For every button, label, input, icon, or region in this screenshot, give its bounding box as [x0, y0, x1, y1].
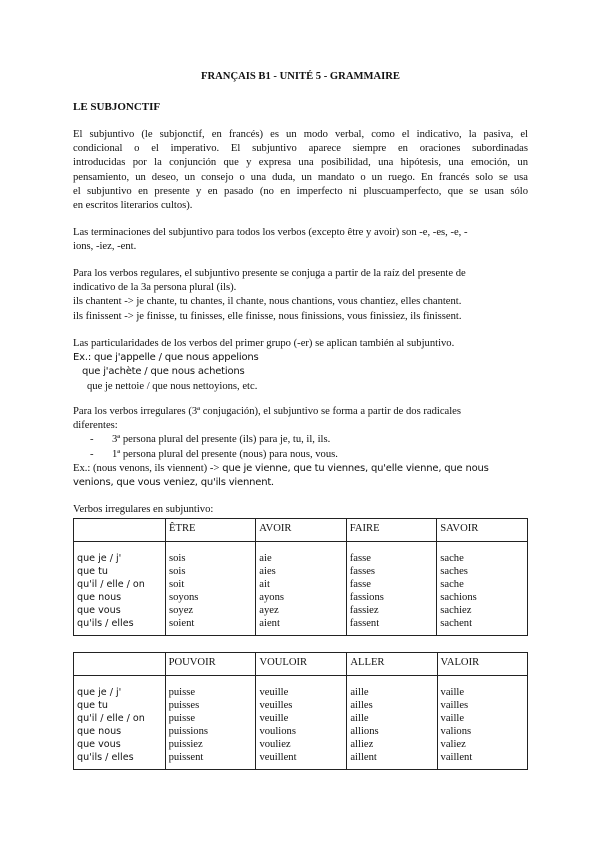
pronoun: que tu — [77, 566, 108, 578]
verb-form: veuille — [259, 713, 289, 725]
verb-forms-vouloir — [256, 676, 347, 770]
verb-header: ALLER — [347, 653, 437, 676]
verb-form: fassent — [349, 618, 380, 630]
verb-form: fasse — [349, 579, 371, 591]
verb-forms-aller — [347, 676, 437, 770]
example-line: que je nettoie / que nous nettoyions, etc. — [87, 380, 258, 392]
verb-form: vaille — [440, 713, 465, 725]
intro-paragraph — [73, 128, 528, 213]
verb-header: AVOIR — [256, 519, 346, 542]
verb-form: aille — [350, 687, 369, 698]
pronoun: que nous — [77, 592, 122, 604]
verb-form: vailles — [440, 700, 469, 712]
text-line: Para los verbos irregulares (3ª conjugación), el subjuntivo se forma a partir de dos radicales — [73, 406, 461, 417]
pronoun: que je / j' — [77, 687, 122, 698]
pronoun: qu'ils / elles — [77, 752, 134, 764]
handwritten-example: que je vienne, que tu viennes, qu'elle vienne, que nous — [219, 462, 489, 474]
verb-forms-pouvoir — [165, 676, 256, 770]
verb-form: vouliez — [259, 739, 291, 751]
verb-form: soyons — [169, 592, 199, 604]
verb-form: ayons — [259, 592, 285, 604]
verb-form: vaille — [440, 687, 465, 698]
verb-header: SAVOIR — [437, 519, 528, 542]
text-line: Las particularidades de los verbos del primer grupo (-er) se aplican también al subjuntivo. — [73, 338, 455, 349]
verb-form: aies — [259, 566, 276, 578]
verb-form: veuilles — [259, 700, 293, 712]
verb-form: ait — [259, 579, 270, 591]
verb-form: soient — [169, 618, 195, 630]
verb-form: veuille — [259, 687, 289, 698]
handwritten-example: Ex.: que j'appelle / que nous appelions — [73, 352, 259, 364]
verb-form: puissent — [168, 752, 204, 764]
verb-form: allions — [350, 726, 379, 738]
table-header-row — [74, 653, 528, 676]
verb-form: aille — [350, 713, 369, 725]
verb-form: puisses — [168, 700, 200, 712]
table-header-empty — [74, 519, 166, 542]
text-line: condicional o el imperativo. El subjuntivo aparece siempre en oraciones subordinadas — [73, 143, 528, 155]
verb-form: sachions — [440, 592, 477, 604]
conjugation-table-1 — [73, 518, 528, 636]
verb-form: fassiez — [349, 605, 379, 617]
verb-forms-avoir — [256, 542, 346, 636]
verb-form: puissions — [168, 726, 209, 738]
bullet-dash: - — [90, 448, 94, 460]
verb-form: aient — [259, 618, 280, 630]
verb-form: voulions — [259, 726, 296, 738]
example-end: . — [271, 477, 274, 489]
verb-form: ailles — [350, 700, 373, 712]
pronoun: que vous — [77, 605, 121, 617]
table-row — [74, 676, 528, 770]
verb-form: fasse — [349, 553, 371, 564]
example-line — [73, 462, 528, 476]
pronoun: que nous — [77, 726, 122, 738]
verb-form: fassions — [349, 592, 384, 604]
table-caption: Verbos irregulares en subjuntivo: — [73, 504, 214, 515]
endings-paragraph — [73, 226, 528, 254]
verb-form: valiez — [440, 739, 466, 751]
table-header-row — [74, 519, 528, 542]
verb-forms-etre — [166, 542, 256, 636]
verb-forms-savoir — [437, 542, 528, 636]
handwritten-example: que j'achète / que nous achetions — [82, 366, 245, 378]
example-line — [73, 476, 528, 490]
page-title: FRANÇAIS B1 - UNITÉ 5 - GRAMMAIRE — [201, 71, 400, 82]
verb-header: POUVOIR — [165, 653, 256, 676]
verb-form: sachent — [440, 618, 473, 630]
verb-form: alliez — [350, 739, 374, 751]
verb-form: valions — [440, 726, 472, 738]
text-line: Para los verbos regulares, el subjuntivo presente se conjuga a partir de la raíz del presente de — [73, 268, 466, 279]
text-line: Las terminaciones del subjuntivo para todos los verbos (excepto être y avoir) son -e, -es, -e, - — [73, 227, 468, 238]
verb-form: sois — [169, 566, 186, 578]
irregular-verbs-paragraph — [73, 405, 528, 490]
bullet-item — [73, 433, 528, 447]
verb-forms-valoir — [437, 676, 527, 770]
first-group-paragraph — [73, 337, 528, 394]
text-line: pensamiento, un deseo, un consejo o una duda, un mandato o un ruego. En francés solo se usa — [73, 171, 528, 183]
verb-form: puisse — [168, 687, 196, 698]
text-line: en escritos literarios cultos). — [73, 200, 193, 212]
example-line: ils chantent -> je chante, tu chantes, il chante, nous chantions, vous chantiez, elles chantent. — [73, 296, 462, 308]
bullet-text: 1ª persona plural del presente (nous) para nous, vous. — [112, 448, 338, 460]
example-line: ils finissent -> je finisse, tu finisses, elle finisse, nous finissions, vous finissiez, ils finissent. — [73, 310, 462, 322]
handwritten-example: venions, que vous veniez, qu'ils viennent — [73, 477, 272, 489]
text-line: El subjuntivo (le subjonctif, en francés) es un modo verbal, como el indicativo, la pasiva, el — [73, 129, 528, 140]
pronoun-column — [74, 542, 166, 636]
verb-form: ayez — [259, 605, 279, 617]
text-line: indicativo de la 3a persona plural (ils). — [73, 282, 237, 294]
pronoun-column — [74, 676, 166, 770]
pronoun: que je / j' — [77, 553, 122, 564]
verb-form: saches — [440, 566, 468, 578]
verb-form: soyez — [169, 605, 194, 617]
verb-form: vaillent — [440, 752, 473, 764]
verb-forms-faire — [346, 542, 437, 636]
section-heading: LE SUBJONCTIF — [73, 101, 161, 113]
text-line: el subjuntivo en presente y en pasado (no en imperfecto ni pluscuamperfecto, que se usan sólo — [73, 185, 528, 197]
table-row — [74, 542, 528, 636]
bullet-item — [73, 448, 528, 462]
verb-form: sache — [440, 553, 464, 564]
text-line: introducidas por la conjunción que y expresa una posibilidad, una hipótesis, una emoción, un — [73, 157, 528, 169]
pronoun: qu'il / elle / on — [77, 579, 145, 591]
pronoun: que tu — [77, 700, 108, 712]
pronoun: que vous — [77, 739, 121, 751]
text-line: diferentes: — [73, 420, 118, 432]
table-header-empty — [74, 653, 166, 676]
verb-header: FAIRE — [346, 519, 437, 542]
bullet-dash: - — [90, 434, 94, 446]
verb-form: sachiez — [440, 605, 472, 617]
conjugation-table-2 — [73, 652, 528, 770]
verb-form: sache — [440, 579, 464, 591]
verb-form: puissiez — [168, 739, 203, 751]
verb-form: puisse — [168, 713, 196, 725]
bullet-text: 3ª persona plural del presente (ils) para je, tu, il, ils. — [112, 434, 331, 446]
verb-form: aillent — [350, 752, 377, 764]
verb-form: veuillent — [259, 752, 297, 764]
verb-form: soit — [169, 579, 185, 591]
verb-form: sois — [169, 553, 186, 564]
pronoun: qu'ils / elles — [77, 618, 134, 630]
pronoun: qu'il / elle / on — [77, 713, 145, 725]
regular-verbs-paragraph — [73, 267, 528, 324]
verb-form: fasses — [349, 566, 376, 578]
example-prefix: Ex.: (nous venons, ils viennent) -> — [73, 462, 220, 474]
verb-header: VALOIR — [437, 653, 527, 676]
verb-form: aie — [259, 553, 272, 564]
text-line: ions, -iez, -ent. — [73, 241, 137, 253]
verb-header: ÊTRE — [166, 519, 256, 542]
verb-header: VOULOIR — [256, 653, 347, 676]
